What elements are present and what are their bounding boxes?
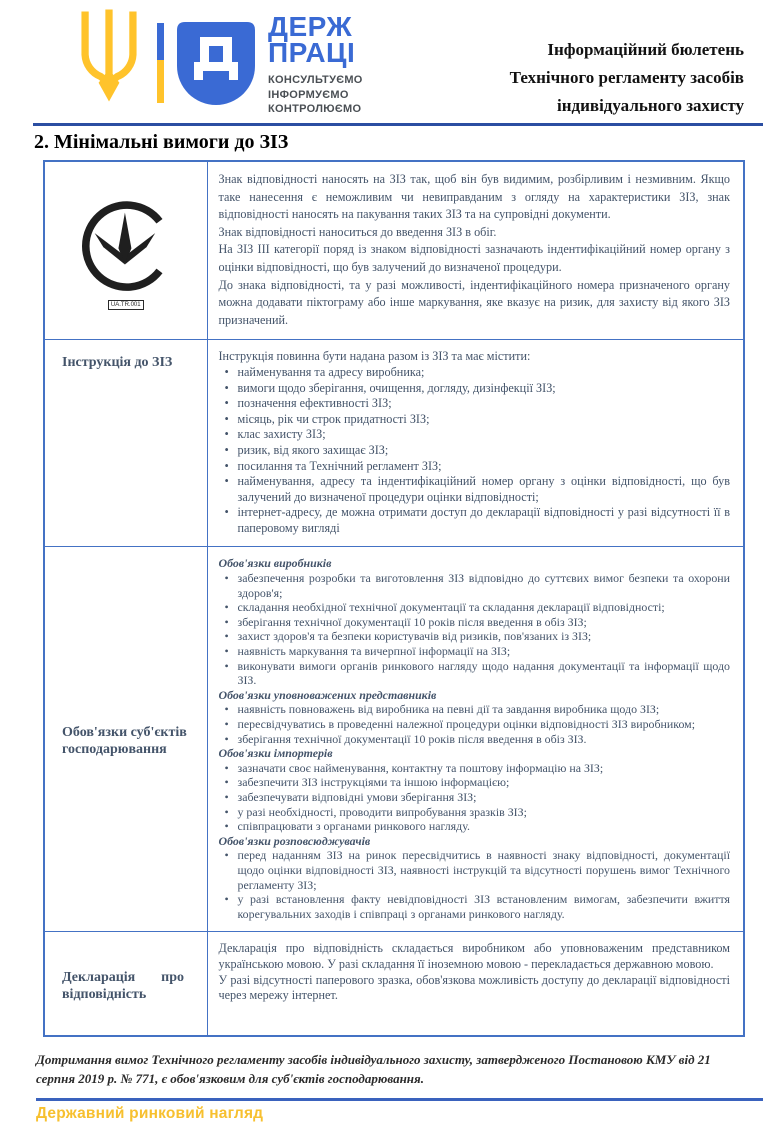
emblem-icon [177, 22, 255, 106]
declaration-text-cell [207, 932, 744, 1036]
conformity-mark-icon [74, 191, 178, 310]
list-item: • посилання та Технічний регламент ЗІЗ; [219, 459, 731, 475]
table-row-declaration [44, 932, 744, 1036]
list-item: • місяць, рік чи строк придатності ЗІЗ; [219, 412, 731, 428]
conformity-mark-caption: UA.TR.001 [108, 300, 144, 310]
logo-org-line1: ДЕРЖ [268, 11, 353, 42]
row-label: Декларація про відповідність [62, 969, 184, 1002]
duties-list-manufacturers [219, 571, 731, 688]
logo-tagline [268, 73, 363, 117]
bulletin-title-line3: індивідуального захисту [556, 96, 744, 115]
bulletin-title [510, 36, 744, 120]
list-item: • у разі необхідності, проводити випробування зразків ЗІЗ; [219, 805, 731, 820]
trident-icon [74, 11, 144, 115]
list-item: • забезпечення розробки та виготовлення ЗІЗ відповідно до суттєвих вимог безпеки та охорони здоров'я; [219, 571, 731, 600]
section-heading: Обов'язки імпортерів [218, 746, 333, 761]
list-item: • зазначати своє найменування, контактну та поштову інформацію на ЗІЗ; [219, 761, 731, 776]
bulletin-title-line2: Технічного регламенту засобів [509, 68, 744, 87]
duties-list-representatives [219, 702, 731, 746]
list-item: • пересвідчуватись в проведенні належної процедури оцінки відповідності ЗІЗ виробником; [219, 717, 731, 732]
list-item: • виконувати вимоги органів ринкового нагляду щодо надання документації та інформації щодо ЗІЗ. [219, 659, 731, 688]
duties-text-cell [207, 547, 744, 932]
list-item: • ризик, від якого захищає ЗІЗ; [219, 443, 731, 459]
flag-bar-icon [157, 23, 164, 103]
list-item: • захист здоров'я та безпеки користувачів від ризиків, пов'язаних із ЗІЗ; [219, 629, 731, 644]
conformity-mark-text-cell [207, 161, 744, 340]
tagline-line1: КОНСУЛЬТУЄМО [268, 74, 363, 86]
logo-text [268, 11, 363, 117]
section-heading: Обов'язки уповноважених представників [218, 687, 437, 702]
list-item: • наявність повноважень від виробника на певні дії та завдання виробника щодо ЗІЗ; [219, 702, 731, 717]
list-item: • складання необхідної технічної документації та складання декларації відповідності; [219, 600, 731, 615]
table-row-duties [44, 547, 744, 932]
section-heading: Обов'язки виробників [218, 556, 332, 571]
top-divider [33, 123, 763, 126]
duties-label-cell [44, 547, 207, 932]
list-item: • у разі встановлення факту невідповідності ЗІЗ встановленим вимогам, забезпечити вжиття корегувальних заходів і співпраці з органами ринкового нагляду. [219, 892, 731, 921]
tagline-line3: КОНТРОЛЮЄМО [268, 103, 362, 115]
instruction-label-cell [44, 340, 207, 547]
list-item: • зберігання технічної документації 10 років після введення в обіз ЗІЗ. [219, 732, 731, 747]
list-item: • співпрацювати з органами ринкового нагляду. [219, 819, 731, 834]
list-item: • перед наданням ЗІЗ на ринок пересвідчитись в наявності знаку відповідності, документації щодо оцінки відповідності ЗІЗ, наявності інструкцій та відсутності порушень вимог Технічного регламенту ЗІЗ; [219, 848, 731, 892]
list-item: • наявність маркування та вичерпної інформації на ЗІЗ; [219, 644, 731, 659]
list-item: • вимоги щодо зберігання, очищення, догляду, дизінфекції ЗІЗ; [219, 381, 731, 397]
list-item: • найменування та адресу виробника; [219, 365, 731, 381]
list-intro: Інструкція повинна бути надана разом із ЗІЗ та має містити: [218, 349, 531, 364]
compliance-note: Дотримання вимог Технічного регламенту засобів індивідуального захисту, затвердженого Постановою КМУ від 21 серпня 2019 р. № 771, є обов'язковим для суб'єктів господарювання. [36, 1051, 711, 1087]
list-item: • інтернет-адресу, де можна отримати доступ до декларації відповідності у разі відсутності її в паперовому вигляді [219, 505, 731, 536]
conformity-mark-cell [44, 161, 207, 340]
bulletin-title-line1: Інформаційний бюлетень [547, 40, 744, 59]
list-item: • позначення ефективності ЗІЗ; [219, 396, 731, 412]
paragraph: Декларація про відповідність складається виробником або уповноваженим представником українською мовою. У разі складання її іноземною мовою - перекладається державною мовою. [218, 941, 730, 971]
instruction-list [219, 365, 731, 537]
page-title: 2. Мінімальні вимоги до ЗІЗ [34, 131, 289, 153]
bottom-divider [36, 1098, 763, 1101]
requirements-table [43, 160, 745, 1037]
instruction-text-cell [207, 340, 744, 547]
duties-list-importers [219, 761, 731, 834]
table-row-conformity-mark [44, 161, 744, 340]
paragraph: Знак відповідності наноситься до введення ЗІЗ в обіг. [218, 224, 497, 239]
paragraph: У разі відсутності паперового зразка, обов'язкова можливість доступу до декларації відповідності через мережу інтернет. [218, 972, 730, 1003]
section-heading: Обов'язки розповсюджувачів [218, 833, 371, 848]
duties-list-distributors [219, 848, 731, 921]
paragraph: До знака відповідності, та у разі можливості, індентифікаційного номера призначеного органу можна додавати піктограму або інше маркування, яке вказує на ризик, для захисту від якого ЗІЗ призначений. [218, 277, 730, 327]
derzhpratsi-logo [74, 10, 363, 117]
paragraph: Знак відповідності наносять на ЗІЗ так, щоб він був видимим, розбірливим і незмивним. Якщо таке нанесення є неможливим чи невиправданим з огляду на характеристики ЗІЗ, знак відповідності наносять на пакування таких ЗІЗ та на супровідні документи. [218, 172, 730, 222]
logo-org-line2: ПРАЦІ [268, 37, 356, 68]
paragraph: На ЗІЗ III категорії поряд із знаком відповідності зазначають індентифікаційний номер органу з оцінки відповідності, що був залучений до визначеної процедури. [218, 242, 730, 274]
list-item: • забезпечувати відповідні умови зберігання ЗІЗ; [219, 790, 731, 805]
page-header [0, 0, 768, 120]
row-label: Інструкція до ЗІЗ [62, 355, 173, 371]
list-item: • забезпечити ЗІЗ інструкціями та іншою інформацією; [219, 775, 731, 790]
declaration-label-cell [44, 932, 207, 1036]
list-item: • клас захисту ЗІЗ; [219, 427, 731, 443]
table-row-instruction [44, 340, 744, 547]
tagline-line2: ІНФОРМУЄМО [268, 88, 349, 101]
list-item: • найменування, адресу та індентифікаційний номер органу з оцінки відповідності, що був залучений до визначеної процедури оцінки відповідності; [219, 474, 731, 505]
market-surveillance-label: Державний ринковий нагляд [36, 1104, 264, 1122]
list-item: • зберігання технічної документації 10 років після введення в обіз ЗІЗ; [219, 615, 731, 630]
row-label: Обов'язки суб'єктів господарювання [62, 725, 187, 758]
